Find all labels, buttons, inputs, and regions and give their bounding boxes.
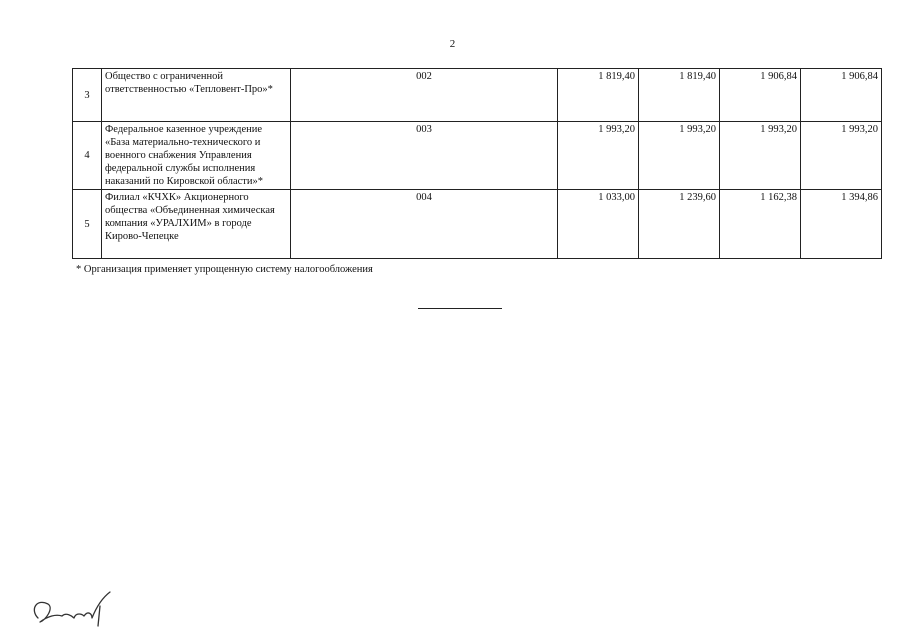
- end-divider: [418, 308, 502, 309]
- page-number: 2: [449, 38, 456, 50]
- value-cell: 1 993,20: [720, 122, 801, 190]
- organization-code: 004: [291, 190, 558, 259]
- row-number: 4: [73, 122, 102, 190]
- value-cell: 1 239,60: [639, 190, 720, 259]
- value-cell: 1 993,20: [639, 122, 720, 190]
- row-number: 3: [73, 69, 102, 122]
- organization-code: 002: [291, 69, 558, 122]
- value-cell: 1 906,84: [720, 69, 801, 122]
- table-row: [73, 122, 882, 190]
- footnote: * Организация применяет упрощенную систему налогообложения: [76, 264, 373, 275]
- value-cell: 1 993,20: [801, 122, 882, 190]
- value-cell: 1 033,00: [558, 190, 639, 259]
- value-cell: 1 819,40: [558, 69, 639, 122]
- value-cell: 1 819,40: [639, 69, 720, 122]
- value-cell: 1 394,86: [801, 190, 882, 259]
- value-cell: 1 162,38: [720, 190, 801, 259]
- organization-name: Федеральное казенное учреждение «База материально-технического и военного снабжения Управления федеральной службы исполнения наказаний по Кировской области»*: [102, 122, 291, 190]
- tariff-table: [72, 68, 882, 259]
- table-row: [73, 190, 882, 259]
- value-cell: 1 906,84: [801, 69, 882, 122]
- row-number: 5: [73, 190, 102, 259]
- organization-code: 003: [291, 122, 558, 190]
- value-cell: 1 993,20: [558, 122, 639, 190]
- table-row: [73, 69, 882, 122]
- handwritten-signature-icon: [28, 586, 128, 630]
- organization-name: Общество с ограниченной ответственностью «Тепловент-Про»*: [102, 69, 291, 122]
- organization-name: Филиал «КЧХК» Акционерного общества «Объединенная химическая компания «УРАЛХИМ» в городе Кирово-Чепецке: [102, 190, 291, 259]
